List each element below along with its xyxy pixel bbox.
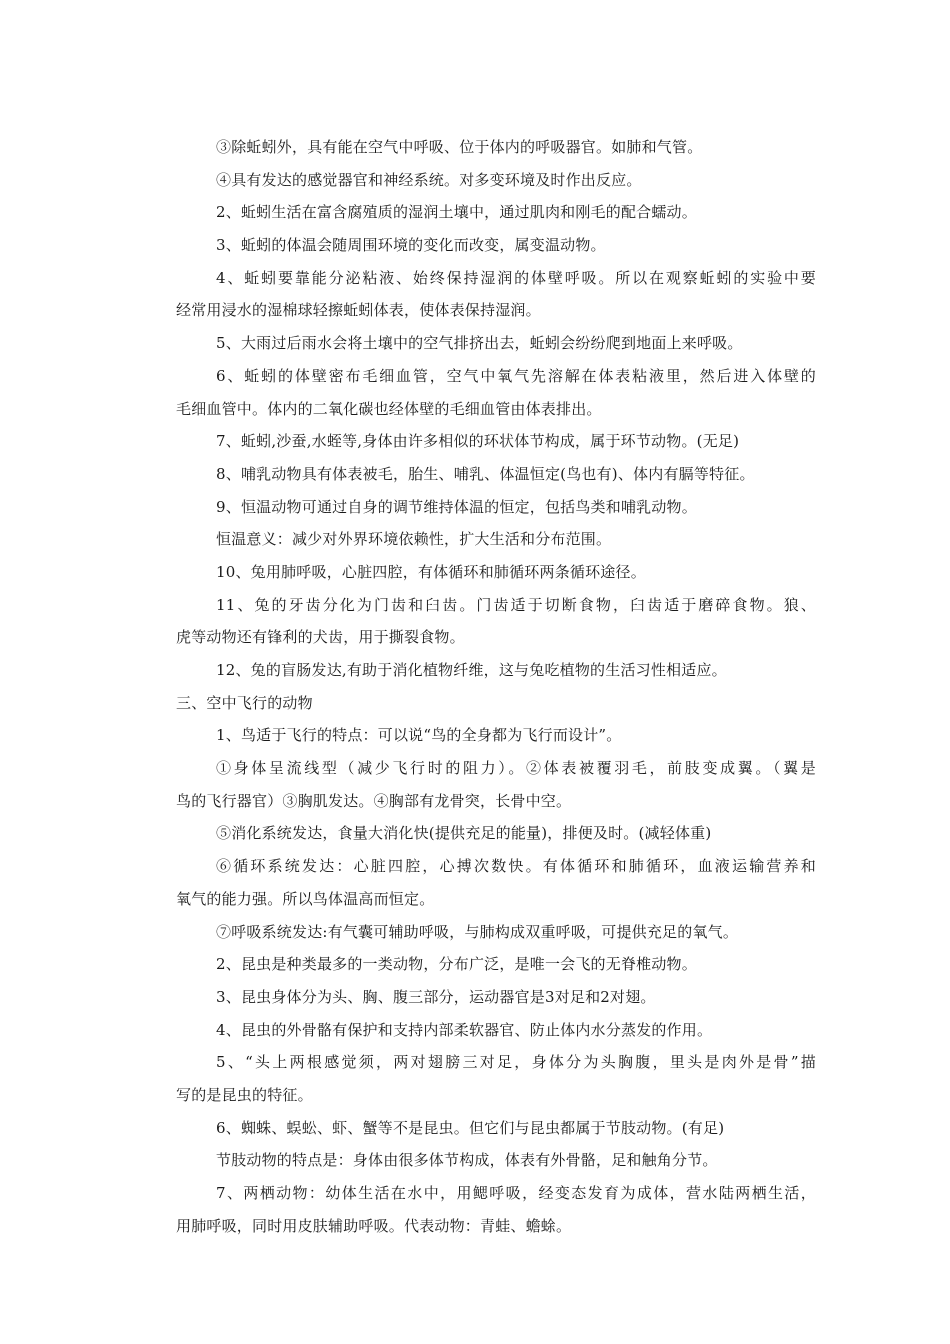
text-line: 5、大雨过后雨水会将土壤中的空气排挤出去，蚯蚓会纷纷爬到地面上来呼吸。 <box>216 334 743 353</box>
text-line: 6、蚯蚓的体壁密布毛细血管，空气中氧气先溶解在体表粘液里，然后进入体壁的 <box>216 366 816 385</box>
text-line: 写的是昆虫的特征。 <box>176 1085 313 1104</box>
text-line: 5、“头上两根感觉须，两对翅膀三对足，身体分为头胸腹，里头是肉外是骨”描 <box>216 1053 816 1072</box>
text-line: 4、昆虫的外骨骼有保护和支持内部柔软器官、防止体内水分蒸发的作用。 <box>216 1020 713 1039</box>
text-line: 虎等动物还有锋利的犬齿，用于撕裂食物。 <box>176 628 465 647</box>
text-line: 鸟的飞行器官）③胸肌发达。④胸部有龙骨突，长骨中空。 <box>176 791 572 810</box>
text-line: ③除蚯蚓外，具有能在空气中呼吸、位于体内的呼吸器官。如肺和气管。 <box>216 138 703 156</box>
text-line: 6、蜘蛛、蜈蚣、虾、蟹等不是昆虫。但它们与昆虫都属于节肢动物。(有足) <box>216 1118 725 1137</box>
text-line: 11、兔的牙齿分化为门齿和臼齿。门齿适于切断食物，臼齿适于磨碎食物。狼、 <box>216 595 816 614</box>
text-line: 恒温意义：减少对外界环境依赖性，扩大生活和分布范围。 <box>216 530 612 549</box>
text-line: ⑥循环系统发达：心脏四腔，心搏次数快。有体循环和肺循环，血液运输营养和 <box>216 857 816 876</box>
text-line: 1、鸟适于飞行的特点：可以说“鸟的全身都为飞行而设计”。 <box>216 726 622 745</box>
text-line: 2、蚯蚓生活在富含腐殖质的湿润土壤中，通过肌肉和刚毛的配合蠕动。 <box>216 203 697 222</box>
text-line: 7、蚯蚓,沙蚕,水蛭等,身体由许多相似的环状体节构成，属于环节动物。(无足) <box>216 432 740 451</box>
text-line: 7、两栖动物：幼体生活在水中，用鳃呼吸，经变态发育为成体，营水陆两栖生活， <box>216 1184 816 1202</box>
text-line: 用肺呼吸，同时用皮肤辅助呼吸。代表动物：青蛙、蟾蜍。 <box>176 1216 572 1235</box>
text-line: 毛细血管中。体内的二氧化碳也经体壁的毛细血管由体表排出。 <box>176 399 602 418</box>
section-heading: 三、空中飞行的动物 <box>176 693 313 712</box>
text-line: ⑦呼吸系统发达:有气囊可辅助呼吸，与肺构成双重呼吸，可提供充足的氧气。 <box>216 922 739 941</box>
text-line: 经常用浸水的湿棉球轻擦蚯蚓体表，使体表保持湿润。 <box>176 301 541 320</box>
text-line: 2、昆虫是种类最多的一类动物，分布广泛，是唯一会飞的无脊椎动物。 <box>216 955 697 974</box>
text-line: ①身体呈流线型（减少飞行时的阻力）。②体表被覆羽毛，前肢变成翼。（翼是 <box>216 759 816 778</box>
document-body <box>176 131 816 1242</box>
text-line: 氧气的能力强。所以鸟体温高而恒定。 <box>176 889 435 908</box>
text-line: ④具有发达的感觉器官和神经系统。对多变环境及时作出反应。 <box>216 170 642 189</box>
text-line: 12、兔的盲肠发达,有助于消化植物纤维，这与兔吃植物的生活习性相适应。 <box>216 661 727 679</box>
text-line: 3、昆虫身体分为头、胸、腹三部分，运动器官是3对足和2对翅。 <box>216 987 656 1006</box>
text-line: 节肢动物的特点是：身体由很多体节构成，体表有外骨骼，足和触角分节。 <box>216 1151 718 1170</box>
text-line: 3、蚯蚓的体温会随周围环境的变化而改变，属变温动物。 <box>216 236 606 255</box>
text-line: 4、蚯蚓要靠能分泌粘液、始终保持湿润的体壁呼吸。所以在观察蚯蚓的实验中要 <box>216 268 816 287</box>
text-line: 9、恒温动物可通过自身的调节维持体温的恒定，包括鸟类和哺乳动物。 <box>216 497 697 516</box>
text-line: 8、哺乳动物具有体表被毛，胎生、哺乳、体温恒定(鸟也有)、体内有膈等特征。 <box>216 464 755 483</box>
text-line: 10、兔用肺呼吸，心脏四腔，有体循环和肺循环两条循环途径。 <box>216 562 646 581</box>
text-line: ⑤消化系统发达，食量大消化快(提供充足的能量)，排便及时。(减轻体重) <box>216 824 712 843</box>
